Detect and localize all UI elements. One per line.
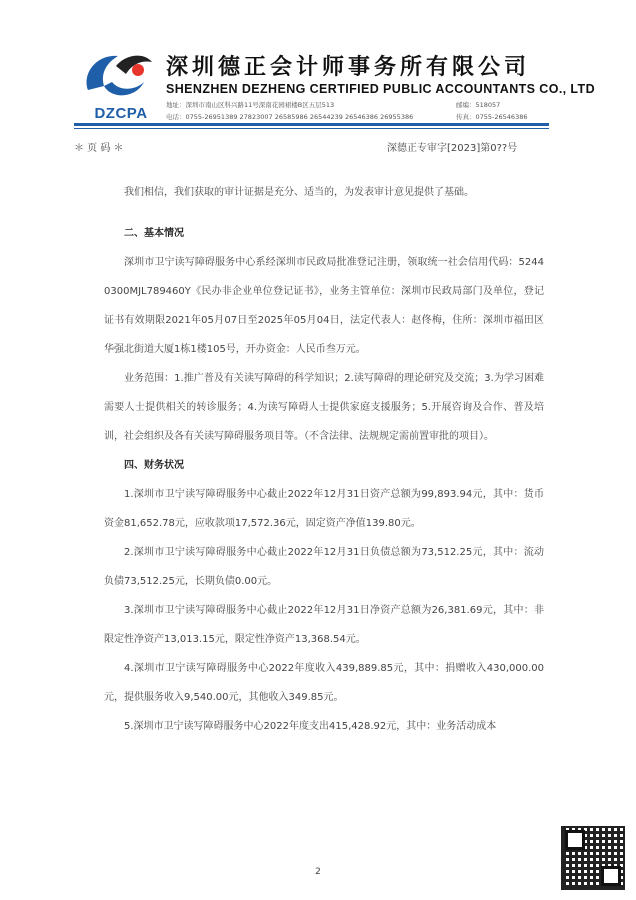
firm-postcode: 邮编：518057: [456, 101, 501, 109]
letterhead: [0, 0, 636, 128]
firm-name-english: SHENZHEN DEZHENG CERTIFIED PUBLIC ACCOUNTANTS CO., LTD: [166, 82, 596, 96]
paragraph-business-scope: 业务范围：1.推广普及有关读写障碍的科学知识；2.读写障碍的理论研究及交流；3.为学习困难需要人士提供相关的转诊服务；4.为读写障碍人士提供家庭支援服务；5.开展咨询及合作、普及培训，社会组织及各有关读写障碍服务项目等。（不含法律、法规规定需前置审批的项目）。: [104, 373, 544, 442]
logo-wordmark: DZCPA: [94, 105, 148, 122]
header-divider: [74, 123, 549, 126]
firm-name-chinese: 深圳德正会计师事务所有限公司: [166, 55, 531, 80]
firm-fax: 传真：0755-26546386: [456, 113, 528, 121]
dzcpa-logo-icon: [78, 46, 156, 108]
header-divider-thin: [74, 128, 549, 129]
qr-code: [563, 828, 623, 888]
paragraph-total-liabilities: 2.深圳市卫宁读写障碍服务中心截止2022年12月31日负债总额为73,512.25元，其中：流动负债73,512.25元，长期负债0.00元。: [104, 547, 544, 587]
report-number: 深德正专审字[2023]第0??号: [387, 143, 518, 154]
paragraph-total-assets: 1.深圳市卫宁读写障碍服务中心截止2022年12月31日资产总额为99,893.94元，其中：货币资金81,652.78元，应收款项17,572.36元，固定资产净值139.80元。: [104, 489, 544, 529]
page-number: 2: [315, 867, 321, 877]
paragraph-expenditure: 5.深圳市卫宁读写障碍服务中心2022年度支出415,428.92元，其中：业务活动成本: [124, 721, 497, 732]
firm-phone: 电话：0755-26951389 27823007 26585986 26544239 26546386 26955386: [166, 113, 414, 121]
paragraph-audit-evidence: 我们相信，我们获取的审计证据是充分、适当的，为发表审计意见提供了基础。: [124, 187, 474, 198]
paragraph-registration: 深圳市卫宁读写障碍服务中心系经深圳市民政局批准登记注册，领取统一社会信用代码：52440300MJL789460Y《民办非企业单位登记证书》，业务主管单位：深圳市民政局部门及单位，登记证书有效期限2021年05月07日至2025年05月04日，法定代表人：赵佟梅，住所：深圳市福田区华强北街道大厦1栋1楼105号，开办资金：人民币叁万元。: [104, 257, 544, 355]
document-body: [104, 178, 544, 741]
section-heading-financial-status: 四、财务状况: [124, 460, 184, 471]
page-marker: ＊ 页 码 ＊: [74, 143, 124, 154]
firm-address: 地址：深圳市南山区科兴路11号深南花园裙楼B区五层513: [166, 101, 335, 109]
section-heading-basic-info: 二、基本情况: [124, 228, 184, 239]
paragraph-income: 4.深圳市卫宁读写障碍服务中心2022年度收入439,889.85元，其中：捐赠收入430,000.00元，提供服务收入9,540.00元，其他收入349.85元。: [104, 663, 544, 703]
paragraph-net-assets: 3.深圳市卫宁读写障碍服务中心截止2022年12月31日净资产总额为26,381.69元，其中：非限定性净资产13,013.15元，限定性净资产13,368.54元。: [104, 605, 544, 645]
